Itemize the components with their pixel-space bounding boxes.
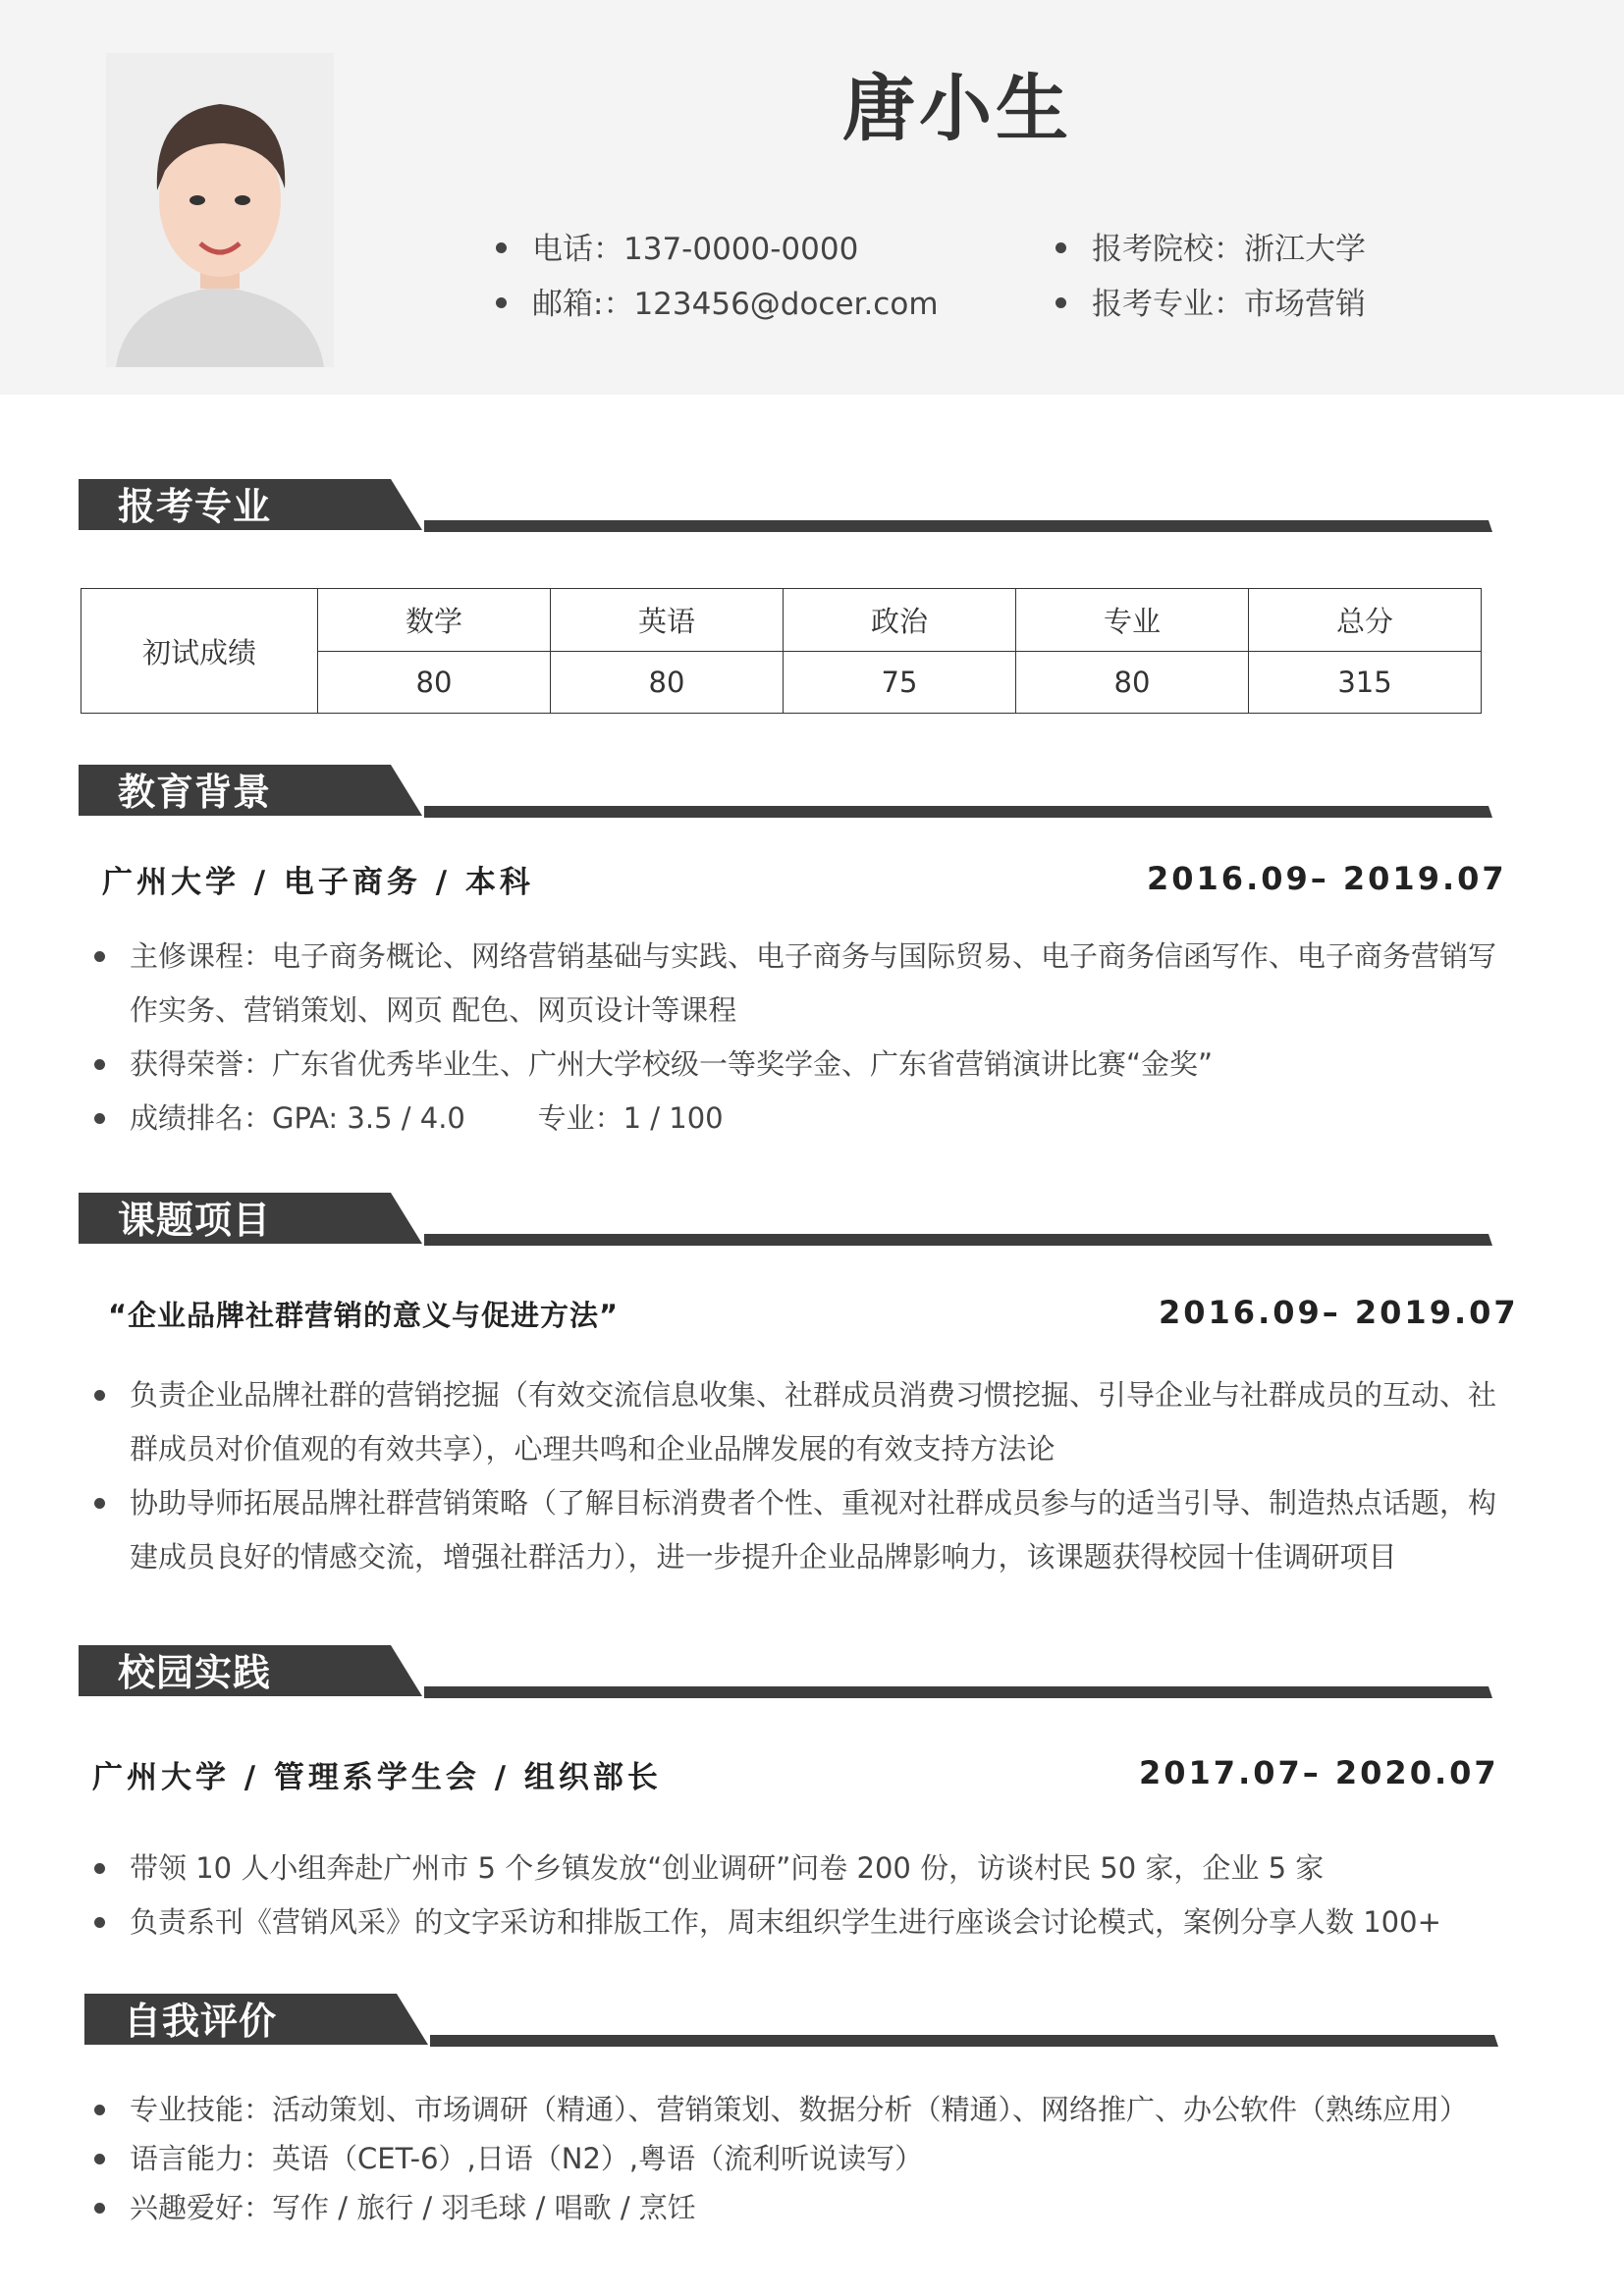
score-header: 政治 (784, 589, 1016, 652)
school-label: 报考院校： (1092, 232, 1244, 267)
section-title: 校园实践 (118, 1651, 272, 1694)
bullet-icon (94, 1498, 105, 1509)
campus-list (94, 1842, 1518, 1949)
list-item: 兴趣爱好：写作 / 旅行 / 羽毛球 / 唱歌 / 烹饪 (94, 2183, 1518, 2232)
section-title: 自我评价 (124, 2000, 278, 2043)
bullet-icon (94, 2203, 105, 2214)
section-header-project (79, 1193, 1492, 1248)
bullet-icon (1056, 297, 1066, 308)
list-item: 协助导师拓展品牌社群营销策略（了解目标消费者个性、重视对社群成员参与的适当引导、制造热点话题，构建成员良好的情感交流，增强社群活力），进一步提升企业品牌影响力，该课题获得校园十佳调研项目 (94, 1476, 1518, 1584)
bullet-icon (496, 242, 507, 253)
list-item: 负责系刊《营销风采》的文字采访和排版工作，周末组织学生进行座谈会讨论模式，案例分享人数 100+ (94, 1896, 1518, 1949)
list-item: 成绩排名：GPA: 3.5 / 4.0 专业：1 / 100 (94, 1092, 1518, 1146)
score-value: 315 (1249, 651, 1482, 714)
email-value: 123456@docer.com (633, 287, 939, 322)
bullet-icon (496, 297, 507, 308)
bullet-icon (94, 2154, 105, 2164)
list-item: 语言能力：英语（CET-6）,日语（N2）,粤语（流利听说读写） (94, 2134, 1518, 2183)
section-tag-shape (79, 765, 1492, 820)
score-value: 80 (551, 651, 784, 714)
bullet-icon (94, 1863, 105, 1874)
list-item: 获得荣誉：广东省优秀毕业生、广州大学校级一等奖学金、广东省营销演讲比赛“金奖” (94, 1038, 1518, 1092)
section-title: 报考专业 (118, 485, 272, 528)
major-value: 市场营销 (1244, 287, 1366, 322)
section-header-education (79, 765, 1492, 820)
phone-line (496, 224, 858, 268)
candidate-name: 唐小生 (842, 67, 1072, 151)
major-line (1056, 279, 1366, 323)
section-header-major (79, 479, 1492, 534)
section-header-self (84, 1994, 1498, 2049)
phone-label: 电话： (532, 232, 623, 267)
bullet-icon (94, 1059, 105, 1070)
section-tag-shape (79, 1193, 1492, 1248)
score-table (81, 588, 1482, 714)
score-header: 总分 (1249, 589, 1482, 652)
education-list (94, 930, 1518, 1146)
score-value: 75 (784, 651, 1016, 714)
section-title: 教育背景 (118, 771, 272, 814)
score-row-label: 初试成绩 (81, 589, 318, 714)
campus-date: 2017.07– 2020.07 (1139, 1754, 1499, 1791)
section-tag-shape (79, 1645, 1492, 1700)
bullet-icon (94, 951, 105, 962)
bullet-icon (94, 1917, 105, 1928)
bullet-icon (94, 1390, 105, 1401)
project-heading: “企业品牌社群营销的意义与促进方法” (108, 1299, 620, 1332)
project-date: 2016.09– 2019.07 (1159, 1294, 1519, 1331)
section-tag-shape (84, 1994, 1498, 2049)
section-title: 课题项目 (118, 1199, 272, 1242)
school-line (1056, 224, 1366, 268)
campus-heading: 广州大学 / 管理系学生会 / 组织部长 (92, 1760, 662, 1795)
score-header: 英语 (551, 589, 784, 652)
profile-photo (106, 53, 334, 367)
bullet-icon (94, 1113, 105, 1124)
self-list (94, 2085, 1518, 2232)
list-item: 带领 10 人小组奔赴广州市 5 个乡镇发放“创业调研”问卷 200 份，访谈村民 50 家，企业 5 家 (94, 1842, 1518, 1896)
project-list (94, 1368, 1518, 1584)
bullet-icon (1056, 242, 1066, 253)
portrait-image (106, 53, 334, 367)
section-header-campus (79, 1645, 1492, 1700)
school-value: 浙江大学 (1244, 232, 1366, 267)
education-heading: 广州大学 / 电子商务 / 本科 (102, 865, 534, 900)
bullet-icon (94, 2105, 105, 2115)
phone-value: 137-0000-0000 (623, 232, 859, 267)
score-value: 80 (1016, 651, 1249, 714)
score-header: 数学 (318, 589, 551, 652)
list-item: 主修课程：电子商务概论、网络营销基础与实践、电子商务与国际贸易、电子商务信函写作、电子商务营销写作实务、营销策划、网页 配色、网页设计等课程 (94, 930, 1518, 1038)
education-date: 2016.09– 2019.07 (1147, 860, 1507, 897)
score-header: 专业 (1016, 589, 1249, 652)
list-item: 专业技能：活动策划、市场调研（精通）、营销策划、数据分析（精通）、网络推广、办公软件（熟练应用） (94, 2085, 1518, 2134)
section-tag-shape (79, 479, 1492, 534)
email-label: 邮箱:： (532, 287, 634, 322)
list-item: 负责企业品牌社群的营销挖掘（有效交流信息收集、社群成员消费习惯挖掘、引导企业与社群成员的互动、社群成员对价值观的有效共享），心理共鸣和企业品牌发展的有效支持方法论 (94, 1368, 1518, 1476)
major-label: 报考专业： (1092, 287, 1244, 322)
email-line (496, 279, 939, 323)
score-value: 80 (318, 651, 551, 714)
